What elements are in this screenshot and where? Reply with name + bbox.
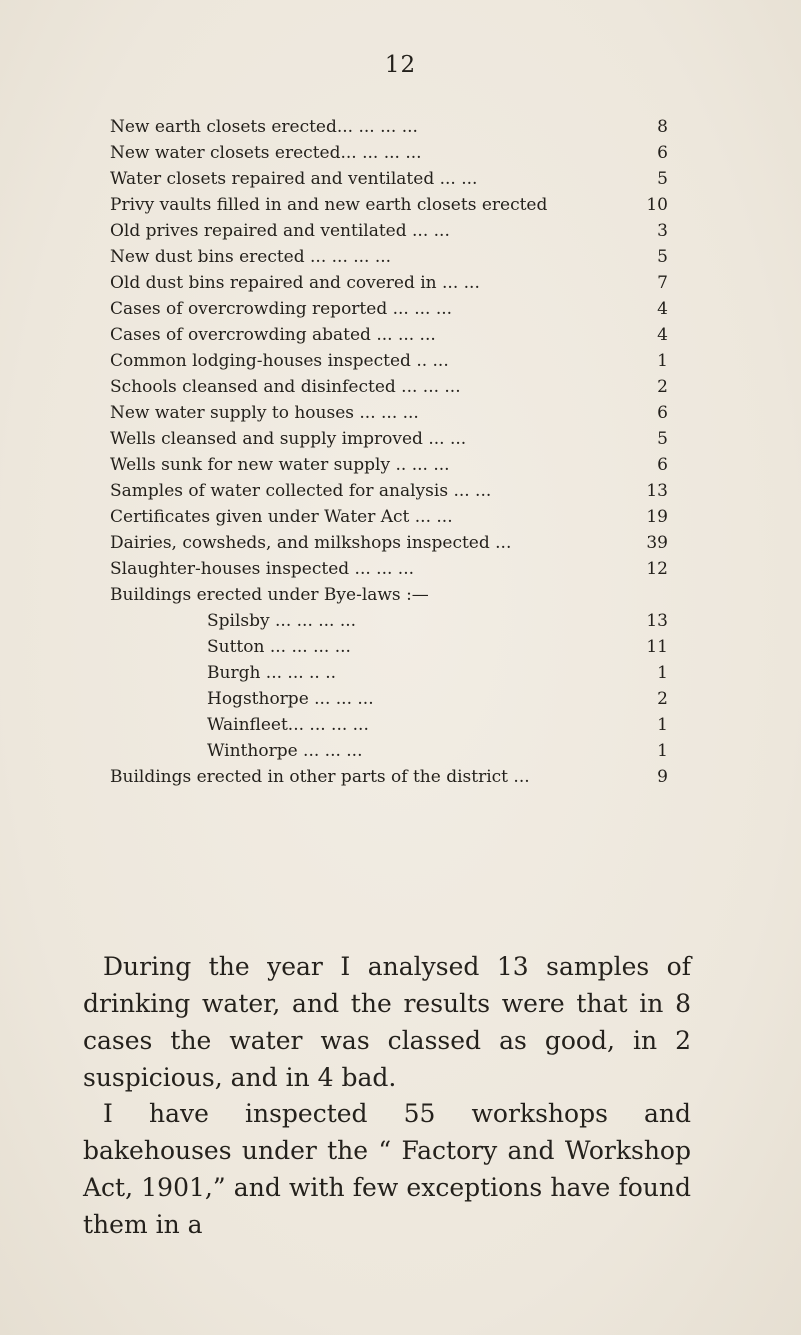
table-row: [110, 348, 668, 374]
table-row: [110, 296, 668, 322]
row-value: 4: [657, 325, 668, 345]
table-row: [110, 478, 668, 504]
table-row: [110, 140, 668, 166]
row-label: Cases of overcrowding abated ... ... ...: [110, 325, 436, 345]
row-label: Old prives repaired and ventilated ... ...: [110, 221, 450, 241]
row-label: Water closets repaired and ventilated ... ...: [110, 169, 478, 189]
table-row: [110, 764, 668, 790]
row-label: Samples of water collected for analysis ... ...: [110, 481, 492, 501]
table-row: [110, 686, 668, 712]
town-label: Winthorpe ... ... ...: [207, 741, 363, 761]
table-row: [110, 114, 668, 140]
row-value: 3: [657, 221, 668, 241]
town-label: Wainfleet... ... ... ...: [207, 715, 369, 735]
row-label: Privy vaults filled in and new earth closets erected: [110, 195, 548, 215]
paragraph-text: I have inspected 55 workshops and bakehouses under the “ Factory and Workshop Act, 1901,” and with few exceptions have found them in a: [83, 1099, 691, 1239]
town-label: Burgh ... ... .. ..: [207, 663, 337, 683]
table-row: [110, 556, 668, 582]
table-row: [110, 166, 668, 192]
table-row: [110, 270, 668, 296]
row-label: New earth closets erected... ... ... ...: [110, 117, 418, 137]
row-value: 9: [657, 767, 668, 787]
paragraph-text: During the year I analysed 13 samples of drinking water, and the results were that in 8 cases the water was classed as good, in 2 suspicious, and in 4 bad.: [83, 952, 691, 1092]
table-row: [110, 504, 668, 530]
row-value: 10: [646, 195, 668, 215]
row-label: Cases of overcrowding reported ... ... ...: [110, 299, 453, 319]
row-value: 6: [657, 143, 668, 163]
paragraph-workshops: [83, 1095, 691, 1243]
row-label: New water supply to houses ... ... ...: [110, 403, 419, 423]
row-label: Wells cleansed and supply improved ... ...: [110, 429, 467, 449]
row-value: 13: [646, 481, 668, 501]
row-value: 6: [657, 455, 668, 475]
row-value: 6: [657, 403, 668, 423]
buildings-heading-row: [110, 582, 668, 608]
town-label: Hogsthorpe ... ... ...: [207, 689, 374, 709]
table-row: [110, 530, 668, 556]
row-value: 5: [657, 247, 668, 267]
town-label: Spilsby ... ... ... ...: [207, 611, 357, 631]
row-label: Wells sunk for new water supply .. ... ...: [110, 455, 450, 475]
table-row: [110, 218, 668, 244]
table-row: [110, 738, 668, 764]
row-label: Old dust bins repaired and covered in ... ...: [110, 273, 480, 293]
row-label: Common lodging-houses inspected .. ...: [110, 351, 449, 371]
row-value: 4: [657, 299, 668, 319]
table-row: [110, 400, 668, 426]
row-label: Dairies, cowsheds, and milkshops inspected ...: [110, 533, 512, 553]
row-label: Certificates given under Water Act ... ...: [110, 507, 453, 527]
town-value: 1: [657, 715, 668, 735]
row-value: 39: [646, 533, 668, 553]
row-label: New dust bins erected ... ... ... ...: [110, 247, 392, 267]
table-row: [110, 712, 668, 738]
town-label: Sutton ... ... ... ...: [207, 637, 351, 657]
town-value: 13: [646, 611, 668, 631]
row-label: Schools cleansed and disinfected ... ... ...: [110, 377, 461, 397]
table-row: [110, 634, 668, 660]
row-value: 12: [646, 559, 668, 579]
page-number: 12: [384, 52, 417, 78]
row-value: 7: [657, 273, 668, 293]
town-value: 11: [646, 637, 668, 657]
town-value: 1: [657, 663, 668, 683]
row-value: 8: [657, 117, 668, 137]
row-value: 2: [657, 377, 668, 397]
row-label: Slaughter-houses inspected ... ... ...: [110, 559, 414, 579]
row-value: 19: [646, 507, 668, 527]
table-row: [110, 452, 668, 478]
table-row: [110, 322, 668, 348]
table-row: [110, 608, 668, 634]
town-value: 1: [657, 741, 668, 761]
table-row: [110, 192, 668, 218]
table-row: [110, 374, 668, 400]
buildings-heading: Buildings erected under Bye-laws :—: [110, 585, 429, 605]
row-label: Buildings erected in other parts of the district ...: [110, 767, 530, 787]
table-row: [110, 660, 668, 686]
sanitary-work-table: [110, 114, 668, 790]
row-label: New water closets erected... ... ... ...: [110, 143, 422, 163]
table-row: [110, 426, 668, 452]
row-value: 5: [657, 169, 668, 189]
paragraph-water-analysis: [83, 948, 691, 1096]
row-value: 1: [657, 351, 668, 371]
town-value: 2: [657, 689, 668, 709]
row-value: 5: [657, 429, 668, 449]
table-row: [110, 244, 668, 270]
